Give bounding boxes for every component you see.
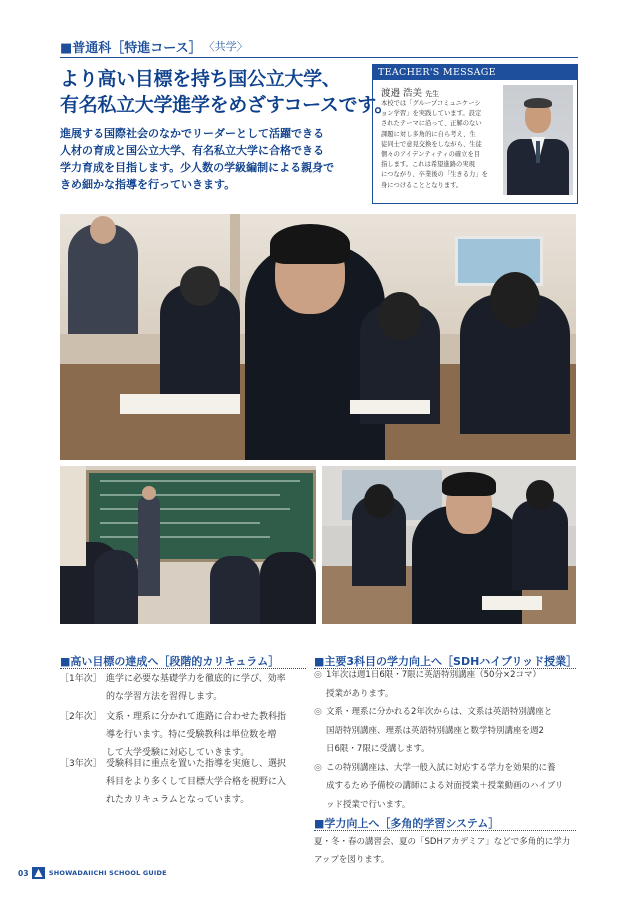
page-footer: [18, 866, 167, 880]
header-divider: [60, 57, 578, 58]
course-subtitle: 〈共学〉: [203, 40, 248, 53]
sdh-title-text: ■主要3科目の学力向上へ［SDHハイブリッド授業］: [314, 655, 578, 668]
list-item: [314, 759, 584, 815]
list-item: [314, 666, 584, 703]
teacher-message-heading: TEACHER'S MESSAGE: [373, 65, 577, 80]
multi-title-text: ■学力向上へ［多角的学習システム］: [314, 817, 500, 830]
curriculum-title-text: ■高い目標の達成へ［段階的カリキュラム］: [60, 655, 280, 668]
bullet-mark: ◎: [314, 670, 322, 680]
message-line: 本校では「グループコミュニケーシ: [381, 100, 481, 107]
curriculum-line: して大学受験に対応していきます。: [106, 748, 250, 758]
school-guide-label: SHOWADAIICHI SCHOOL GUIDE: [48, 869, 167, 877]
teacher-role: 先生: [425, 90, 440, 98]
message-line: されたテーマに沿って、正解のない: [381, 120, 482, 128]
curriculum-line: 進学に必要な基礎学力を徹底的に学び、効率: [106, 674, 286, 684]
message-line: 徒同士で意見交換をしながら、生徒: [381, 140, 482, 148]
multi-line: 夏・冬・春の講習会、夏の「SDHアカデミア」などで多角的に学力: [314, 837, 571, 847]
headline-line: 有名私立大学進学をめざすコースです。: [60, 94, 394, 116]
teacher-name-text: 渡邉 浩美: [381, 88, 423, 99]
curriculum-text: [106, 670, 316, 706]
bullet-line: 授業があります。: [326, 688, 394, 699]
curriculum-line: 導を行います。特に受験教科は単位数を増: [106, 730, 277, 740]
message-line: 身につけることとなります。: [381, 181, 463, 189]
course-header: [60, 37, 248, 55]
bullet-line: 日6限・7限に受講します。: [326, 744, 430, 754]
lead-line: 人材の育成と国公立大学、有名私立大学に合格できる: [60, 144, 324, 157]
curriculum-line: れたカリキュラムとなっています。: [106, 795, 250, 805]
curriculum-divider: [60, 668, 306, 669]
teacher-name: [381, 85, 439, 99]
multi-section-title: [314, 815, 499, 831]
curriculum-year: ［1年次］: [60, 674, 102, 684]
classroom-photo-blackboard: [60, 466, 316, 624]
lead-line: きめ細かな指導を行っていきます。: [60, 178, 236, 191]
bullet-line: 1年次は週1日6限・7限に英語特別講座（50分×2コマ）: [326, 670, 541, 680]
message-line: ョン学習」を実践しています。設定: [381, 110, 482, 118]
teacher-portrait-photo: [503, 85, 573, 195]
bullet-line: 文系・理系に分かれる2年次からは、文系は英語特別講座と: [326, 707, 553, 717]
bullet-line: ッド授業で行います。: [326, 799, 411, 810]
curriculum-line: 的な学習方法を習得します。: [106, 692, 223, 702]
page-number: 03: [18, 868, 29, 878]
curriculum-year: ［2年次］: [60, 712, 102, 722]
message-line: 課題に対し多角的に自ら考え、生: [381, 130, 476, 138]
bullet-mark: ◎: [314, 707, 322, 717]
lead-line: 進展する国際社会のなかでリーダーとして活躍できる: [60, 127, 324, 140]
message-line: につながり、卒業後の「生きる力」を: [381, 171, 488, 179]
lead-text: [60, 125, 360, 193]
teacher-message-body: [381, 99, 499, 191]
course-title: ■普通科［特進コース］: [60, 40, 202, 56]
curriculum-line: 科目をより多くして目標大学合格を視野に入: [106, 777, 287, 787]
list-item: [314, 703, 584, 759]
classroom-photo-students: [322, 466, 576, 624]
curriculum-line: 受験科目に重点を置いた指導を実施し、選択: [106, 759, 287, 769]
multi-divider: [314, 830, 576, 831]
curriculum-section-title: [60, 653, 279, 669]
sdh-bullet-list: [314, 666, 584, 814]
bullet-line: この特別講座は、大学一般入試に対応する学力を効果的に養: [326, 762, 556, 773]
curriculum-year: ［3年次］: [60, 759, 102, 769]
bullet-line: 成するため予備校の講師による対面授業＋授業動画のハイブリ: [326, 781, 564, 791]
multi-line: アップを図ります。: [314, 855, 390, 865]
bullet-line: 国語特別講座、理系は英語特別講座と数学特別講座を週2: [326, 725, 544, 736]
message-line: 指します。これは希望進路の実現: [381, 161, 475, 169]
curriculum-text: [106, 708, 316, 762]
classroom-photo-main: [60, 214, 576, 460]
school-logo-icon: [32, 867, 45, 879]
multi-text: [314, 833, 584, 869]
lead-line: 学力育成を目指します。少人数の学級編制による親身で: [60, 161, 335, 174]
headline: [60, 66, 394, 118]
headline-line: より高い目標を持ち国公立大学、: [60, 68, 341, 90]
curriculum-text: [106, 755, 316, 809]
teacher-message-box: [372, 64, 578, 204]
curriculum-line: 文系・理系に分かれて進路に合わせた教科指: [106, 712, 287, 722]
bullet-mark: ◎: [314, 762, 322, 773]
message-line: 個々のアイデンティティの確立を目: [381, 151, 481, 159]
